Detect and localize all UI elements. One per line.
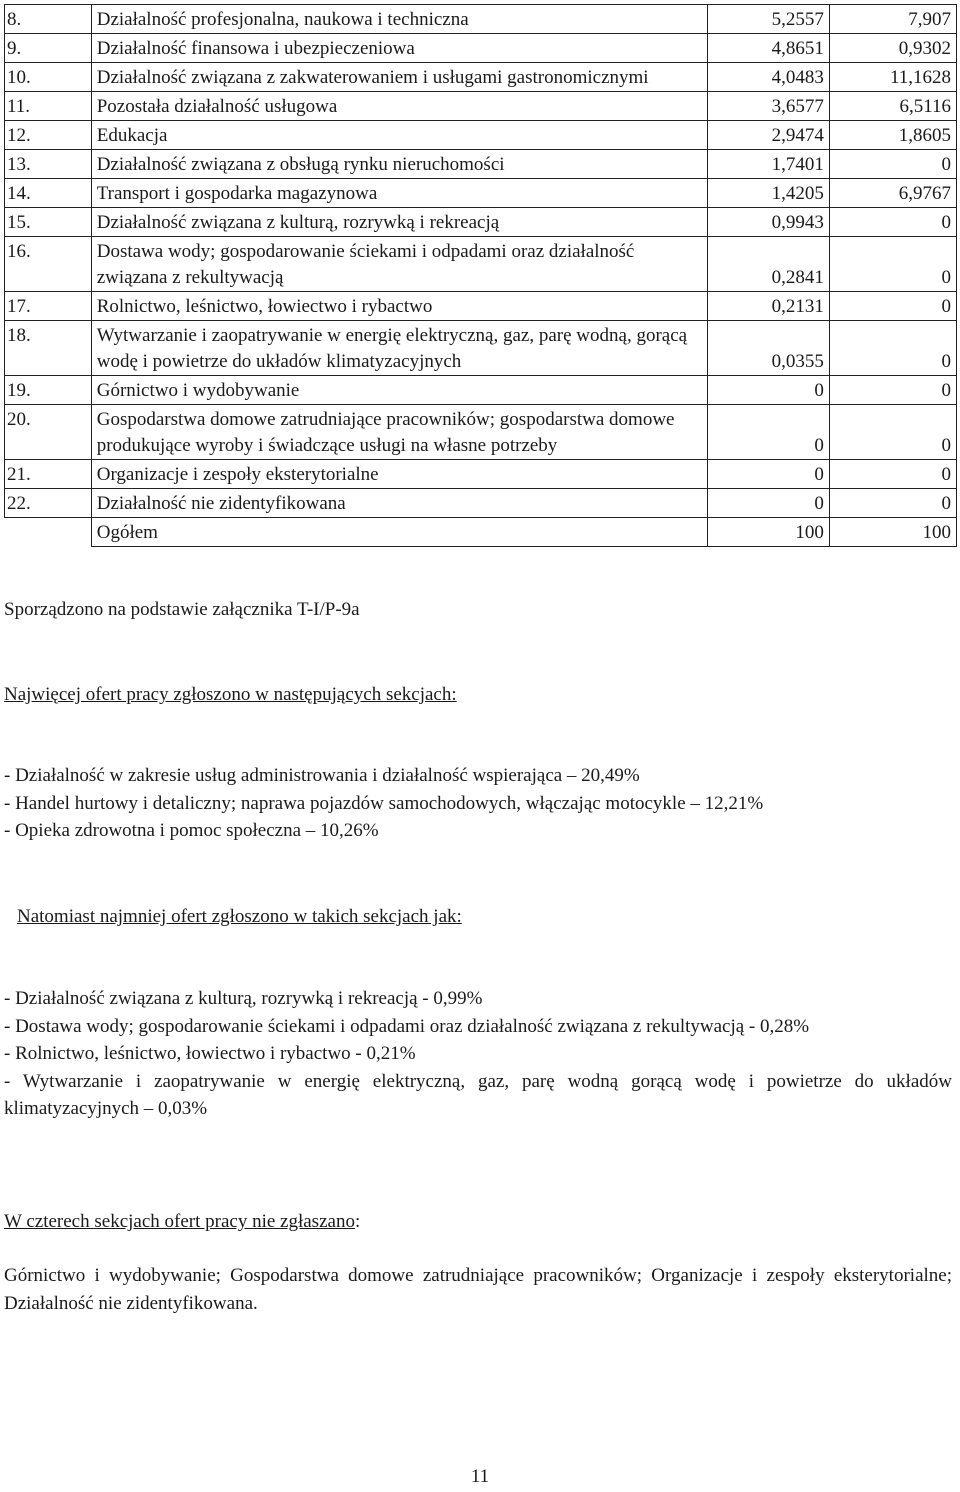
least-offers-item: - Rolnictwo, leśnictwo, łowiectwo i rybactwo - 0,21% [4,1043,416,1064]
most-offers-item: - Opieka zdrowotna i pomoc społeczna – 10,26% [4,820,379,841]
no-offers-heading-text: W czterech sekcjach ofert pracy nie zgłaszano [4,1211,355,1232]
row-number: 22. [5,489,92,518]
value-col-1: 0 [707,460,829,489]
most-offers-heading-text: Najwięcej ofert pracy zgłoszono w następujących sekcjach: [4,684,457,705]
table-row [5,321,957,376]
table-row [5,34,957,63]
table-row [5,208,957,237]
value-col-1: 0,2841 [707,237,829,292]
row-number: 17. [5,292,92,321]
value-col-2: 0,9302 [829,34,956,63]
most-offers-item: - Handel hurtowy i detaliczny; naprawa pojazdów samochodowych, włączając motocykle – 12,21% [4,792,764,814]
no-offers-heading [4,1208,952,1236]
source-note: Sporządzono na podstawie załącznika T-I/P-9a [4,599,360,620]
row-number: 14. [5,179,92,208]
row-number: 9. [5,34,92,63]
value-col-1: 0 [707,376,829,405]
section-name: Działalność finansowa i ubezpieczeniowa [91,34,707,63]
total-value-col-2: 100 [829,518,956,547]
table-row [5,376,957,405]
least-offers-item: - Wytwarzanie i zaopatrywanie w energię elektryczną, gaz, parę wodną gorącą wodę i powietrze do układów klimatyzacyjnych – 0,03% [4,1070,952,1119]
section-name: Wytwarzanie i zaopatrywanie w energię elektryczną, gaz, parę wodną, gorącą wodę i powietrze do układów klimatyzacyjnych [91,321,707,376]
total-row [5,518,957,547]
value-col-2: 6,9767 [829,179,956,208]
value-col-1: 0,2131 [707,292,829,321]
table-row [5,405,957,460]
value-col-1: 0 [707,489,829,518]
value-col-2: 0 [829,321,956,376]
table-row [5,237,957,292]
table-row [5,92,957,121]
value-col-1: 0,9943 [707,208,829,237]
total-label: Ogółem [91,518,707,547]
value-col-1: 3,6577 [707,92,829,121]
value-col-1: 4,0483 [707,63,829,92]
section-name: Pozostała działalność usługowa [91,92,707,121]
section-name: Organizacje i zespoły eksterytorialne [91,460,707,489]
value-col-2: 0 [829,208,956,237]
most-offers-item: - Działalność w zakresie usług administrowania i działalność wspierająca – 20,49% [4,765,640,786]
value-col-1: 0 [707,405,829,460]
value-col-2: 7,907 [829,5,956,34]
section-name: Działalność związana z kulturą, rozrywką i rekreacją [91,208,707,237]
least-offers-item: - Działalność związana z kulturą, rozrywką i rekreacją - 0,99% [4,988,483,1009]
section-name: Działalność związana z obsługą rynku nieruchomości [91,150,707,179]
value-col-2: 0 [829,292,956,321]
value-col-2: 0 [829,460,956,489]
value-col-1: 4,8651 [707,34,829,63]
row-number: 13. [5,150,92,179]
total-blank-cell [5,518,92,547]
value-col-1: 1,4205 [707,179,829,208]
section-name: Górnictwo i wydobywanie [91,376,707,405]
table-row [5,150,957,179]
table-row [5,5,957,34]
row-number: 12. [5,121,92,150]
least-offers-list [4,985,952,1123]
least-offers-item: - Dostawa wody; gospodarowanie ściekami i odpadami oraz działalność związana z rekultywacją - 0,28% [4,1015,810,1037]
value-col-2: 6,5116 [829,92,956,121]
value-col-2: 0 [829,376,956,405]
section-name: Rolnictwo, leśnictwo, łowiectwo i rybactwo [91,292,707,321]
least-offers-heading-text: Natomiast najmniej ofert zgłoszono w takich sekcjach jak: [17,906,462,927]
table-row [5,292,957,321]
least-offers-heading [17,903,960,931]
row-number: 16. [5,237,92,292]
section-name: Działalność nie zidentyfikowana [91,489,707,518]
section-name: Gospodarstwa domowe zatrudniające pracowników; gospodarstwa domowe produkujące wyroby i świadczące usługi na własne potrzeby [91,405,707,460]
row-number: 10. [5,63,92,92]
value-col-1: 5,2557 [707,5,829,34]
section-name: Dostawa wody; gospodarowanie ściekami i odpadami oraz działalność związana z rekultywacją [91,237,707,292]
value-col-2: 0 [829,489,956,518]
section-name: Edukacja [91,121,707,150]
row-number: 11. [5,92,92,121]
row-number: 20. [5,405,92,460]
no-offers-text: Górnictwo i wydobywanie; Gospodarstwa domowe zatrudniające pracowników; Organizacje i zespoły eksterytorialne; Działalność nie zidentyfikowana. [4,1265,952,1314]
section-name: Działalność profesjonalna, naukowa i techniczna [91,5,707,34]
value-col-1: 0,0355 [707,321,829,376]
section-name: Transport i gospodarka magazynowa [91,179,707,208]
value-col-2: 0 [829,150,956,179]
no-offers-heading-colon: : [354,1211,361,1232]
row-number: 15. [5,208,92,237]
value-col-1: 2,9474 [707,121,829,150]
sections-table [4,4,957,547]
most-offers-list [4,762,952,845]
row-number: 21. [5,460,92,489]
row-number: 8. [5,5,92,34]
total-value-col-1: 100 [707,518,829,547]
table-row [5,179,957,208]
row-number: 19. [5,376,92,405]
value-col-2: 0 [829,405,956,460]
table-row [5,489,957,518]
table-row [5,460,957,489]
value-col-2: 0 [829,237,956,292]
value-col-2: 1,8605 [829,121,956,150]
page-number: 11 [470,1466,490,1487]
section-name: Działalność związana z zakwaterowaniem i usługami gastronomicznymi [91,63,707,92]
value-col-1: 1,7401 [707,150,829,179]
table-row [5,121,957,150]
most-offers-heading [4,681,952,709]
row-number: 18. [5,321,92,376]
value-col-2: 11,1628 [829,63,956,92]
table-row [5,63,957,92]
